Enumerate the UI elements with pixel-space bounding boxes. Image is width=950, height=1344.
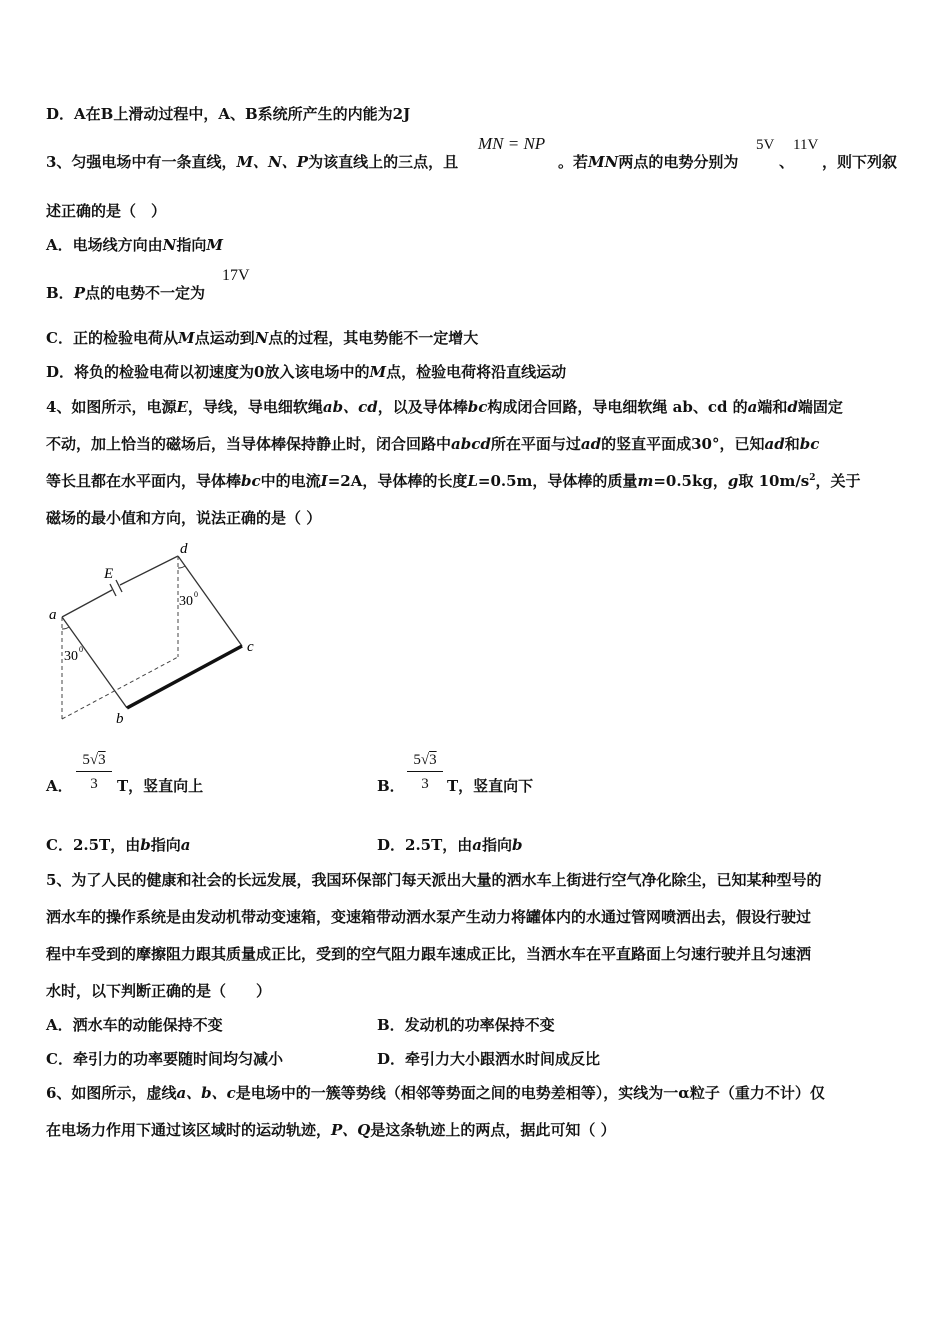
- q3-separator: 、: [779, 153, 795, 171]
- q4-option-a-label[interactable]: A．: [46, 777, 73, 795]
- wire-a-battery: [62, 590, 112, 617]
- q4-stem-line3: 等长且都在水平面内，导体棒bc中的电流I=2A，导体棒的长度L=0.5m，导体棒的质量m=0.5kg，g取 $10m/s^2$，关于: [46, 472, 861, 490]
- label-E: E: [104, 566, 114, 582]
- label-angle-d: 30: [179, 594, 193, 609]
- label-angle-a-deg: 0: [79, 645, 83, 654]
- q4-stem-line4: 磁场的最小值和方向，说法正确的是（ ）: [46, 509, 322, 527]
- label-c: c: [247, 639, 254, 655]
- battery-plate-2: [116, 580, 122, 592]
- q5-option-d[interactable]: D．牵引力大小跟洒水时间成反比: [377, 1050, 601, 1068]
- q4-option-a-text[interactable]: T，竖直向上: [117, 777, 204, 795]
- rod-bc: [127, 646, 242, 708]
- q3-stem-line1-end: ，则下列叙: [822, 153, 898, 171]
- label-b: b: [116, 711, 124, 727]
- label-d: d: [180, 541, 188, 557]
- q5-option-b[interactable]: B．发动机的功率保持不变: [377, 1016, 555, 1034]
- q4-option-b-fraction: $\frac{5√3}{3}$: [407, 752, 443, 793]
- q4-stem-line2: 不动，加上恰当的磁场后，当导体棒保持静止时，闭合回路中abcd所在平面与过ad的竖直平面成30°，已知ad和bc: [46, 435, 820, 453]
- q4-option-d[interactable]: D．2.5T，由a指向b: [377, 836, 523, 854]
- q4-option-b-label[interactable]: B．: [377, 777, 405, 795]
- q5-stem-line3: 程中车受到的摩擦阻力跟其质量成正比，受到的空气阻力跟车速成正比，当洒水车在平直路面上匀速行驶并且匀速洒: [46, 945, 812, 963]
- q5-option-a[interactable]: A．洒水车的动能保持不变: [46, 1016, 223, 1034]
- angle-arc-d: [178, 566, 185, 568]
- q4-option-a-fraction: $\frac{5√3}{3}$: [76, 752, 112, 793]
- angle-arc-a: [62, 627, 69, 629]
- q6-stem-line1: 6、如图所示，虚线a、b、c是电场中的一簇等势线（相邻等势面之间的电势差相等），实线为一α粒子（重力不计）仅: [46, 1084, 825, 1102]
- label-a: a: [49, 607, 57, 623]
- q5-option-c[interactable]: C．牵引力的功率要随时间均匀减小: [46, 1050, 283, 1068]
- q5-stem-line1: 5、为了人民的健康和社会的长远发展，我国环保部门每天派出大量的洒水车上街进行空气净化除尘，已知某种型号的: [46, 871, 822, 889]
- q6-stem-line2: 在电场力作用下通过该区域时的运动轨迹，P、Q是这条轨迹上的两点，据此可知（ ）: [46, 1121, 616, 1139]
- label-angle-d-deg: 0: [194, 590, 198, 599]
- q3-option-b-value: 17V: [222, 267, 250, 284]
- q3-stem-line1-cont: 。若MN两点的电势分别为: [558, 153, 739, 171]
- q3-equation: MN = NP: [478, 134, 546, 153]
- q3-stem-line2: 述正确的是（ ）: [46, 202, 167, 220]
- q4-circuit-figure: [40, 535, 270, 730]
- q4-stem-line1: 4、如图所示，电源E，导线，导电细软绳ab、cd，以及导体棒bc构成闭合回路，导电细软绳 ab、cd 的a端和d端固定: [46, 398, 843, 416]
- q5-stem-line4: 水时，以下判断正确的是（ ）: [46, 982, 272, 1000]
- q5-stem-line2: 洒水车的操作系统是由发动机带动变速箱，变速箱带动洒水泵产生动力将罐体内的水通过管网喷洒出去，假设行驶过: [46, 908, 812, 926]
- wire-battery-d: [120, 556, 178, 585]
- label-angle-a: 30: [64, 649, 78, 664]
- q3-option-d[interactable]: D．将负的检验电荷以初速度为0放入该电场中的M点，检验电荷将沿直线运动: [46, 363, 567, 381]
- q4-option-b-text[interactable]: T，竖直向下: [447, 777, 534, 795]
- q3-potential-2: 11V: [793, 137, 819, 153]
- q3-option-a[interactable]: A．电场线方向由N指向M: [46, 236, 223, 254]
- q3-option-c[interactable]: C．正的检验电荷从M点运动到N点的过程，其电势能不一定增大: [46, 329, 479, 347]
- q3-stem-line1: 3、匀强电场中有一条直线，M、N、P为该直线上的三点，且: [46, 153, 459, 171]
- q2-option-d: D．A在B上滑动过程中，A、B系统所产生的内能为2J: [46, 105, 411, 123]
- q3-potential-1: 5V: [756, 137, 775, 153]
- q4-option-c[interactable]: C．2.5T，由b指向a: [46, 836, 191, 854]
- q3-option-b[interactable]: B．P点的电势不一定为: [46, 284, 205, 302]
